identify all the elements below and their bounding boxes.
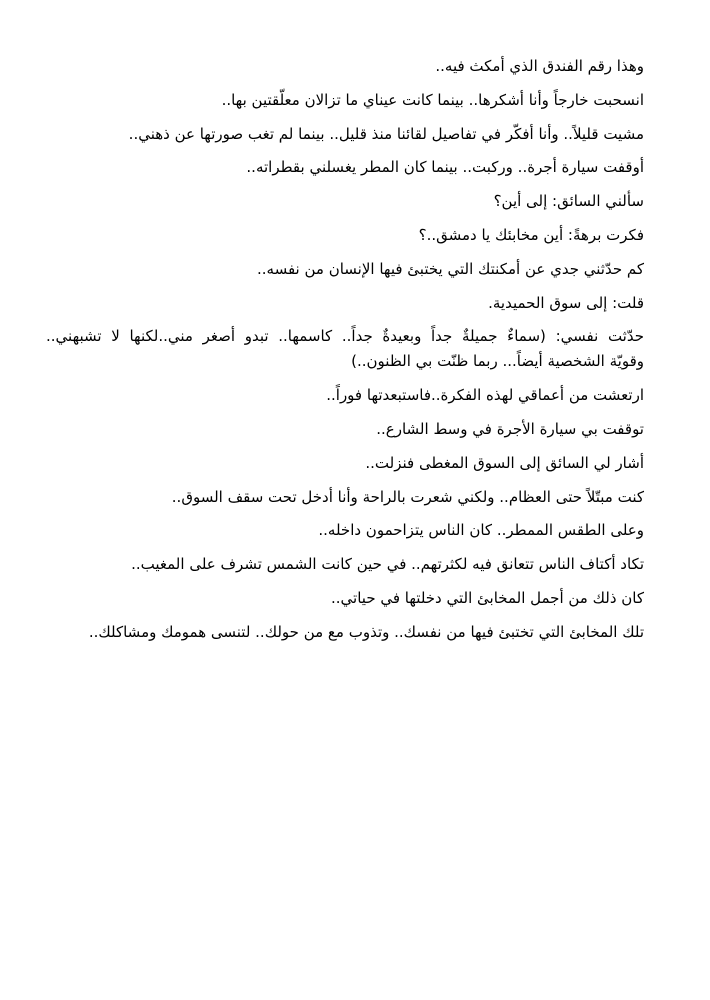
text-line-15: وعلى الطقس الممطر.. كان الناس يتزاحمون داخله..: [318, 521, 644, 540]
text-line-14: كنت مبتّلاً حتى العظام.. ولكني شعرت بالراحة وأنا أدخل تحت سقف السوق..: [171, 487, 644, 506]
text-line-7: كم حدّثني جدي عن أمكنتك التي يختبئ فيها الإنسان من نفسه..: [257, 259, 644, 278]
text-line-6: فكرت برهةً: أين مخابئك يا دمشق..؟: [418, 225, 644, 244]
text-line-9: حدّثت نفسي: (سماءٌ جميلةٌ جداً وبعيدةٌ جداً.. كاسمها.. تبدو أصغر مني..لكنها لا تشبهني..: [46, 327, 644, 346]
text-line-13: أشار لي السائق إلى السوق المغطى فنزلت..: [365, 453, 644, 472]
body-text: [46, 51, 644, 651]
text-line-10: وقويّة الشخصية أيضاً... ربما ظنّت بي الظنون..): [351, 352, 644, 371]
text-line-8: قلت: إلى سوق الحميدية.: [488, 293, 644, 312]
text-line-12: توقفت بي سيارة الأجرة في وسط الشارع..: [376, 419, 644, 438]
text-line-18: تلك المخابئ التي تختبئ فيها من نفسك.. وتذوب مع من حولك.. لتنسى همومك ومشاكلك..: [88, 622, 644, 641]
text-line-5: سألني السائق: إلى أين؟: [493, 192, 644, 211]
text-line-17: كان ذلك من أجمل المخابئ التي دخلتها في حياتي..: [331, 588, 644, 607]
text-line-16: تكاد أكتاف الناس تتعانق فيه لكثرتهم.. في حين كانت الشمس تشرف على المغيب..: [131, 555, 644, 574]
text-line-1: وهذا رقم الفندق الذي أمكث فيه..: [435, 57, 644, 75]
text-line-2: انسحبت خارجاً وأنا أشكرها.. بينما كانت عيناي ما تزالان معلّقتين بها..: [221, 90, 644, 109]
text-line-3: مشيت قليلاً.. وأنا أفكّر في تفاصيل لقائنا منذ قليل.. بينما لم تغب صورتها عن ذهني..: [128, 124, 644, 143]
text-line-4: أوقفت سيارة أجرة.. وركبت.. بينما كان المطر يغسلني بقطراته..: [246, 158, 644, 177]
text-line-11: ارتعشت من أعماقي لهذه الفكرة..فاستبعدتها فوراً..: [326, 386, 644, 405]
